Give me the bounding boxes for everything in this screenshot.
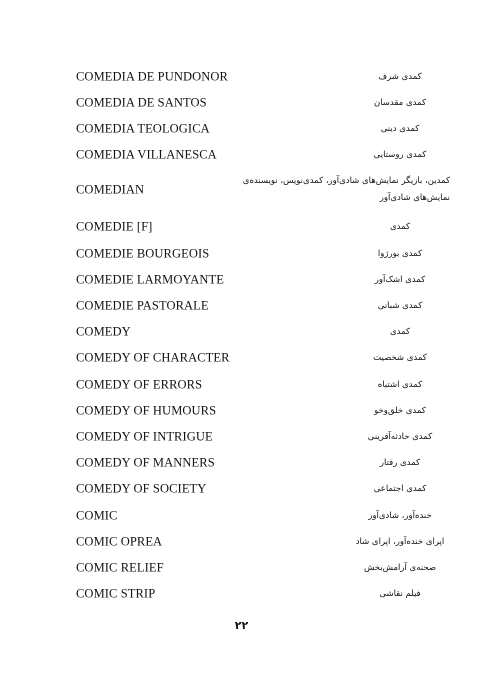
glossary-entry bbox=[0, 170, 483, 210]
entry-term: COMEDIE BOURGEOIS bbox=[76, 246, 210, 261]
entry-term: COMEDIA TEOLOGICA bbox=[76, 121, 210, 136]
glossary-entry bbox=[0, 241, 483, 267]
entry-term: COMIC bbox=[76, 508, 118, 523]
entry-term: COMIC RELIEF bbox=[76, 560, 164, 575]
entry-translation: کمدی بورژوا bbox=[377, 249, 423, 259]
entry-translation-line: نمایش‌های شادی‌آور bbox=[379, 193, 450, 203]
entry-term: COMEDY OF INTRIGUE bbox=[76, 429, 213, 444]
glossary-entry bbox=[0, 476, 483, 502]
entry-translation: کمدی شخصیت bbox=[373, 353, 427, 363]
glossary-entry bbox=[0, 450, 483, 476]
glossary-entry bbox=[0, 345, 483, 371]
entry-translation-line: کمدین، بازیگر نمایش‌های شادی‌آور، کمدی‌نویس، نویسنده‌ی bbox=[242, 176, 450, 186]
entry-translation: خنده‌آور، شادی‌آور bbox=[368, 511, 432, 521]
entry-term: COMEDIE LARMOYANTE bbox=[76, 272, 224, 287]
page-number: ۲۲ bbox=[234, 619, 249, 632]
entry-term: COMEDIA VILLANESCA bbox=[76, 147, 217, 162]
glossary-entry bbox=[0, 293, 483, 319]
entry-term: COMEDY bbox=[76, 324, 131, 339]
glossary-entry bbox=[0, 267, 483, 293]
glossary-entry bbox=[0, 64, 483, 90]
entry-translation: کمدی حادثه‌آفرینی bbox=[367, 432, 433, 442]
entry-translation: کمدی شبانی bbox=[377, 301, 423, 311]
glossary-entry bbox=[0, 503, 483, 529]
entry-term: COMEDY OF CHARACTER bbox=[76, 350, 230, 365]
entry-translation: کمدی مقدسان bbox=[373, 98, 427, 108]
glossary-entry bbox=[0, 142, 483, 168]
entry-term: COMEDY OF SOCIETY bbox=[76, 481, 207, 496]
entry-translation: اپرای خنده‌آور، اپرای شاد bbox=[355, 537, 445, 547]
entry-translation: کمدی bbox=[389, 327, 411, 337]
entry-translation: کمدی روستایی bbox=[373, 150, 427, 160]
entry-translation: کمدی bbox=[389, 222, 411, 232]
entry-translation: کمدی اجتماعی bbox=[373, 484, 427, 494]
entry-term: COMEDIA DE PUNDONOR bbox=[76, 69, 228, 84]
entry-term: COMEDIE [F] bbox=[76, 219, 153, 234]
glossary-entry bbox=[0, 529, 483, 555]
entry-translation: کمدی رفتار bbox=[379, 458, 421, 468]
entry-term: COMEDY OF ERRORS bbox=[76, 377, 203, 392]
entry-translation: کمدی خلق‌وخو bbox=[374, 406, 426, 416]
glossary-entry bbox=[0, 116, 483, 142]
entry-term: COMEDIAN bbox=[76, 182, 145, 197]
entry-term: COMIC STRIP bbox=[76, 586, 156, 601]
entry-term: COMEDY OF MANNERS bbox=[76, 455, 215, 470]
glossary-entry bbox=[0, 555, 483, 581]
glossary-entry bbox=[0, 398, 483, 424]
entry-translation: صحنه‌ی آرامش‌بخش bbox=[363, 563, 437, 573]
glossary-entry bbox=[0, 319, 483, 345]
entry-translation bbox=[242, 173, 450, 207]
entry-translation: کمدی دینی bbox=[380, 124, 420, 134]
glossary-entry bbox=[0, 214, 483, 240]
entry-term: COMEDY OF HUMOURS bbox=[76, 403, 217, 418]
entry-term: COMEDIA DE SANTOS bbox=[76, 95, 207, 110]
entry-translation: فیلم نقاشی bbox=[379, 589, 421, 599]
entry-term: COMEDIE PASTORALE bbox=[76, 298, 209, 313]
entry-translation: کمدی اشک‌آور bbox=[374, 275, 426, 285]
entry-translation: کمدی شرف bbox=[378, 72, 422, 82]
entry-translation: کمدی اشتباه bbox=[377, 380, 423, 390]
glossary-entry bbox=[0, 581, 483, 607]
entry-term: COMIC OPREA bbox=[76, 534, 163, 549]
glossary-entry bbox=[0, 90, 483, 116]
glossary-entry bbox=[0, 424, 483, 450]
glossary-entry bbox=[0, 372, 483, 398]
